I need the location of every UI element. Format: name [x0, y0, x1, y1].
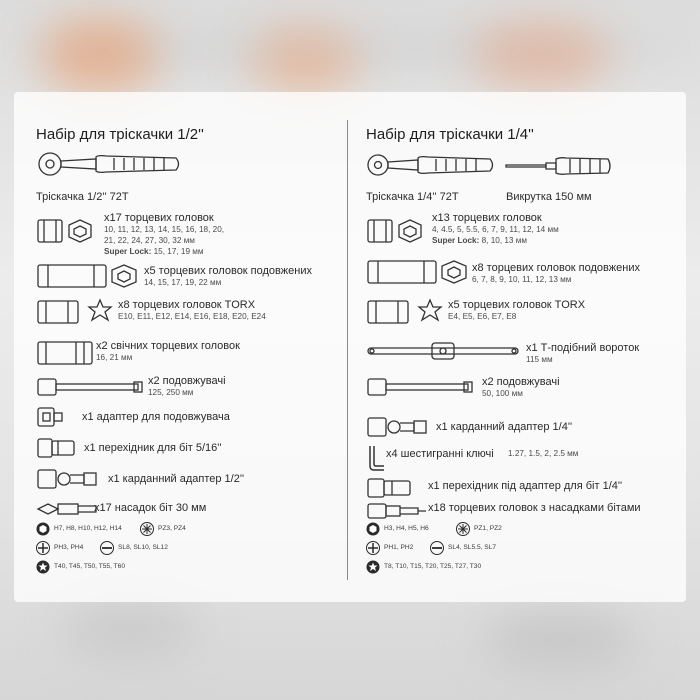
right-item-1-label: x13 торцевих головок	[432, 212, 542, 224]
left-item-2-line-1: 14, 15, 17, 19, 22 мм	[144, 278, 222, 287]
torx-socket-icon	[36, 297, 116, 327]
deep-socket-icon	[366, 258, 472, 286]
column-divider	[347, 120, 348, 580]
deep-socket-icon	[36, 262, 142, 290]
t-handle-icon	[366, 340, 526, 362]
left-bits-torx-label: T40, T45, T50, T55, T60	[54, 563, 125, 570]
right-bits-pz-label: PZ1, PZ2	[474, 525, 502, 532]
slotted-bit-icon	[100, 541, 114, 555]
small-ratchet-icon	[366, 152, 496, 178]
bit-socket-icon	[366, 500, 436, 522]
left-item-5-line-1: 125, 250 мм	[148, 388, 194, 397]
left-item-3-label: x8 торцевих головок TORX	[118, 299, 256, 311]
universal-joint-icon	[36, 466, 100, 492]
phillips-bit-icon	[36, 541, 50, 555]
bit-adapter-icon	[366, 476, 416, 500]
pozidriv-bit-icon	[456, 522, 470, 536]
socket-icon	[366, 216, 428, 246]
right-item-2-line-1: 6, 7, 8, 9, 10, 11, 12, 13 мм	[472, 275, 572, 284]
extension-bar-icon	[36, 375, 146, 399]
left-item-5-label: x2 подовжувачі	[148, 375, 226, 387]
extension-bar-icon	[366, 375, 476, 399]
left-item-2-label: x5 торцевих головок подовжених	[144, 265, 312, 277]
screwdriver-label: Викрутка 150 мм	[506, 191, 592, 203]
right-title: Набір для тріскачки 1/4''	[366, 126, 534, 143]
right-item-1-line-1: 4, 4.5, 5, 5.5, 6, 7, 9, 11, 12, 14 мм	[432, 225, 559, 234]
right-item-5-label: x2 подовжувачі	[482, 376, 560, 388]
right-item-2-label: x8 торцевих головок подовжених	[472, 262, 640, 274]
bit-adapter-icon	[36, 436, 80, 460]
right-ratchet-label: Тріскачка 1/4'' 72T	[366, 191, 459, 203]
left-item-1-line-2: 21, 22, 24, 27, 30, 32 мм	[104, 236, 195, 245]
phillips-bit-icon	[366, 541, 380, 555]
socket-icon	[36, 216, 98, 246]
right-item-7-label: x4 шестигранні ключі	[386, 448, 494, 460]
left-item-7-label: x1 перехідник для біт 5/16''	[84, 442, 222, 454]
left-ratchet-label: Тріскачка 1/2'' 72T	[36, 191, 129, 203]
left-item-3-line-1: E10, E11, E12, E14, E16, E18, E20, E24	[118, 312, 266, 321]
right-item-4-label: x1 Т-подібний вороток	[526, 342, 640, 354]
spark-plug-socket-icon	[36, 338, 96, 368]
hex-bit-icon	[36, 522, 50, 536]
right-item-6-label: x1 карданний адаптер 1/4''	[436, 421, 573, 433]
hex-key-icon	[366, 444, 386, 474]
left-item-1-line-1: 10, 11, 12, 13, 14, 15, 16, 18, 20,	[104, 225, 225, 234]
screwdriver-icon	[504, 154, 614, 178]
slotted-bit-icon	[430, 541, 444, 555]
left-item-9-label: x17 насадок біт 30 мм	[94, 502, 207, 514]
hex-bit-icon	[366, 522, 380, 536]
left-item-6-label: x1 адаптер для подовжувача	[82, 411, 230, 423]
left-item-1-superlock: Super Lock: 15, 17, 19 мм	[104, 247, 204, 256]
right-item-8-label: x1 перехідник під адаптер для біт 1/4''	[428, 480, 623, 492]
left-item-1-label: x17 торцевих головок	[104, 212, 214, 224]
right-bits-hex-label: H3, H4, H5, H6	[384, 525, 429, 532]
right-item-3-label: x5 торцевих головок TORX	[448, 299, 586, 311]
right-item-4-line-1: 115 мм	[526, 355, 553, 364]
right-item-1-superlock: Super Lock: 8, 10, 13 мм	[432, 236, 528, 245]
right-bits-torx-label: T8, T10, T15, T20, T25, T27, T30	[384, 563, 482, 570]
universal-joint-icon	[366, 414, 430, 440]
left-item-8-label: x1 карданний адаптер 1/2''	[108, 473, 245, 485]
pozidriv-bit-icon	[140, 522, 154, 536]
left-bits-ph-label: PH3, PH4	[54, 544, 84, 551]
right-item-9-label: x18 торцевих головок з насадками бітами	[428, 502, 641, 514]
left-item-4-line-1: 16, 21 мм	[96, 353, 133, 362]
right-item-3-line-1: E4, E5, E6, E7, E8	[448, 312, 517, 321]
right-bits-sl-label: SL4, SL5.5, SL7	[448, 544, 497, 551]
ratchet-icon	[36, 150, 182, 178]
left-bits-hex-label: H7, H8, H10, H12, H14	[54, 525, 122, 532]
torx-socket-icon	[366, 297, 446, 327]
right-item-5-line-1: 50, 100 мм	[482, 389, 523, 398]
right-item-7-value: 1.27, 1.5, 2, 2.5 мм	[508, 449, 579, 458]
left-title: Набір для тріскачки 1/2''	[36, 126, 204, 143]
torx-bit-icon	[36, 560, 50, 574]
left-item-4-label: x2 свічних торцевих головок	[96, 340, 240, 352]
right-bits-ph-label: PH1, PH2	[384, 544, 414, 551]
left-bits-sl-label: SL8, SL10, SL12	[118, 544, 168, 551]
left-bits-pz-label: PZ3, PZ4	[158, 525, 186, 532]
extension-adapter-icon	[36, 406, 76, 428]
torx-bit-icon	[366, 560, 380, 574]
